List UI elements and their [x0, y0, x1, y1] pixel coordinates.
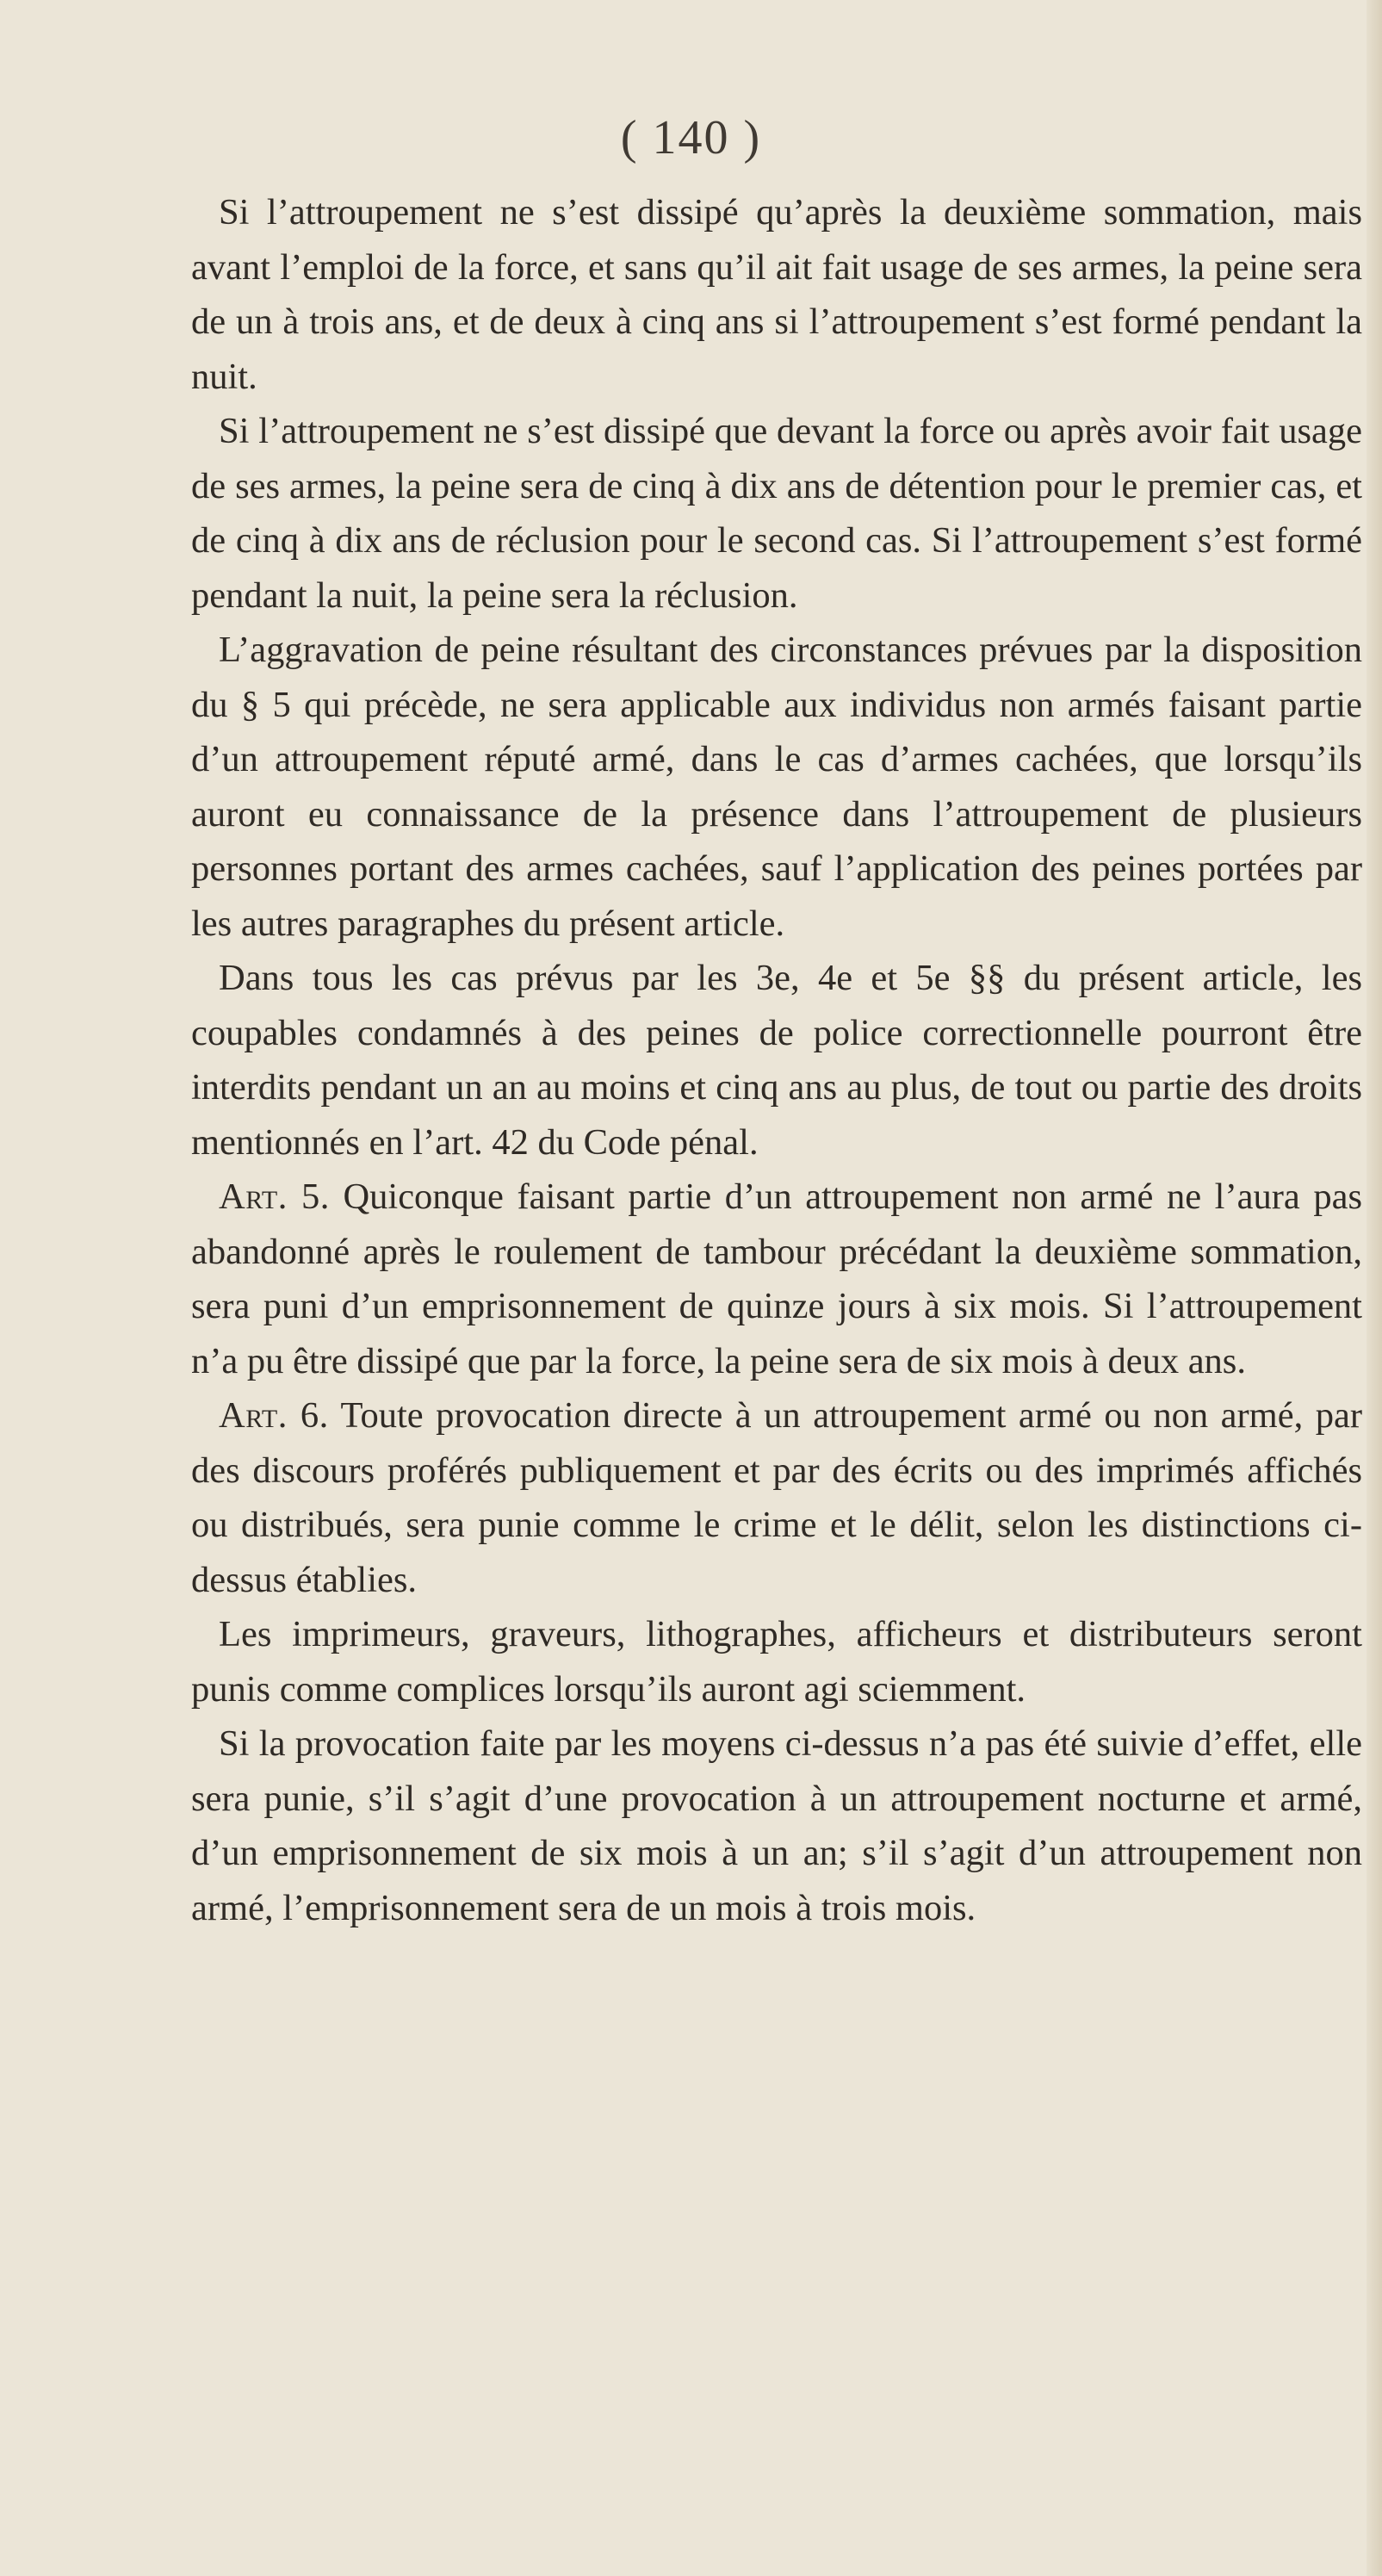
- paragraph-4: Dans tous les cas prévus par les 3e, 4e et 5e §§ du présent article, les coupables condamnés à des peines de police correctionnelle pourront être interdits pendant un an au moins et cinq ans au plus, de tout ou partie des droits mentionnés en l’art. 42 du Code pénal.: [191, 958, 1362, 1163]
- paragraph-8: Si la provocation faite par les moyens ci-dessus n’a pas été suivie d’effet, elle sera punie, s’il s’agit d’une provocation à un attroupement nocturne et armé, d’un emprisonnement de six mois à un an; s’il s’agit d’un attroupement non armé, l’emprisonnement sera de un mois à trois mois.: [191, 1723, 1362, 1928]
- article-5-paragraph: [191, 1170, 1362, 1388]
- article-5-text: Quiconque faisant partie d’un attroupement non armé ne l’aura pas abandonné après le roulement de tambour précédant la deuxième sommation, sera puni d’un emprisonnement de quinze jours à six mois. Si l’attroupement n’a pu être dissipé que par la force, la peine sera de six mois à deux ans.: [191, 1176, 1362, 1381]
- page-edge-shadow: [1367, 0, 1382, 2576]
- paragraph-7: Les imprimeurs, graveurs, lithographes, afficheurs et distributeurs seront punis comme complices lorsqu’ils auront agi sciemment.: [191, 1614, 1362, 1710]
- article-6-text: Toute provocation directe à un attroupement armé ou non armé, par des discours proférés publiquement et par des écrits ou des imprimés affichés ou distribués, sera punie comme le crime et le délit, selon les distinctions ci-dessus établies.: [191, 1395, 1363, 1600]
- body-text: [191, 185, 1362, 1935]
- paragraph-3: L’aggravation de peine résultant des circonstances prévues par la disposition du § 5 qui précède, ne sera applicable aux individus non armés faisant partie d’un attroupement réputé armé, dans le cas d’armes cachées, que lorsqu’ils auront eu connaissance de la présence dans l’attroupement de plusieurs personnes portant des armes cachées, sauf l’application des peines portées par les autres paragraphes du présent article.: [191, 630, 1362, 944]
- paragraph-1: Si l’attroupement ne s’est dissipé qu’après la deuxième sommation, mais avant l’emploi de la force, et sans qu’il ait fait usage de ses armes, la peine sera de un à trois ans, et de deux à cinq ans si l’attroupement s’est formé pendant la nuit.: [191, 192, 1362, 397]
- page-number: ( 140 ): [620, 111, 762, 164]
- article-5-label: Art. 5.: [219, 1176, 330, 1217]
- paragraph-2: Si l’attroupement ne s’est dissipé que devant la force ou après avoir fait usage de ses armes, la peine sera de cinq à dix ans de détention pour le premier cas, et de cinq à dix ans de réclusion pour le second cas. Si l’attroupement s’est formé pendant la nuit, la peine sera la réclusion.: [191, 411, 1362, 616]
- article-6-paragraph: [191, 1388, 1362, 1607]
- article-6-label: Art. 6.: [219, 1395, 329, 1436]
